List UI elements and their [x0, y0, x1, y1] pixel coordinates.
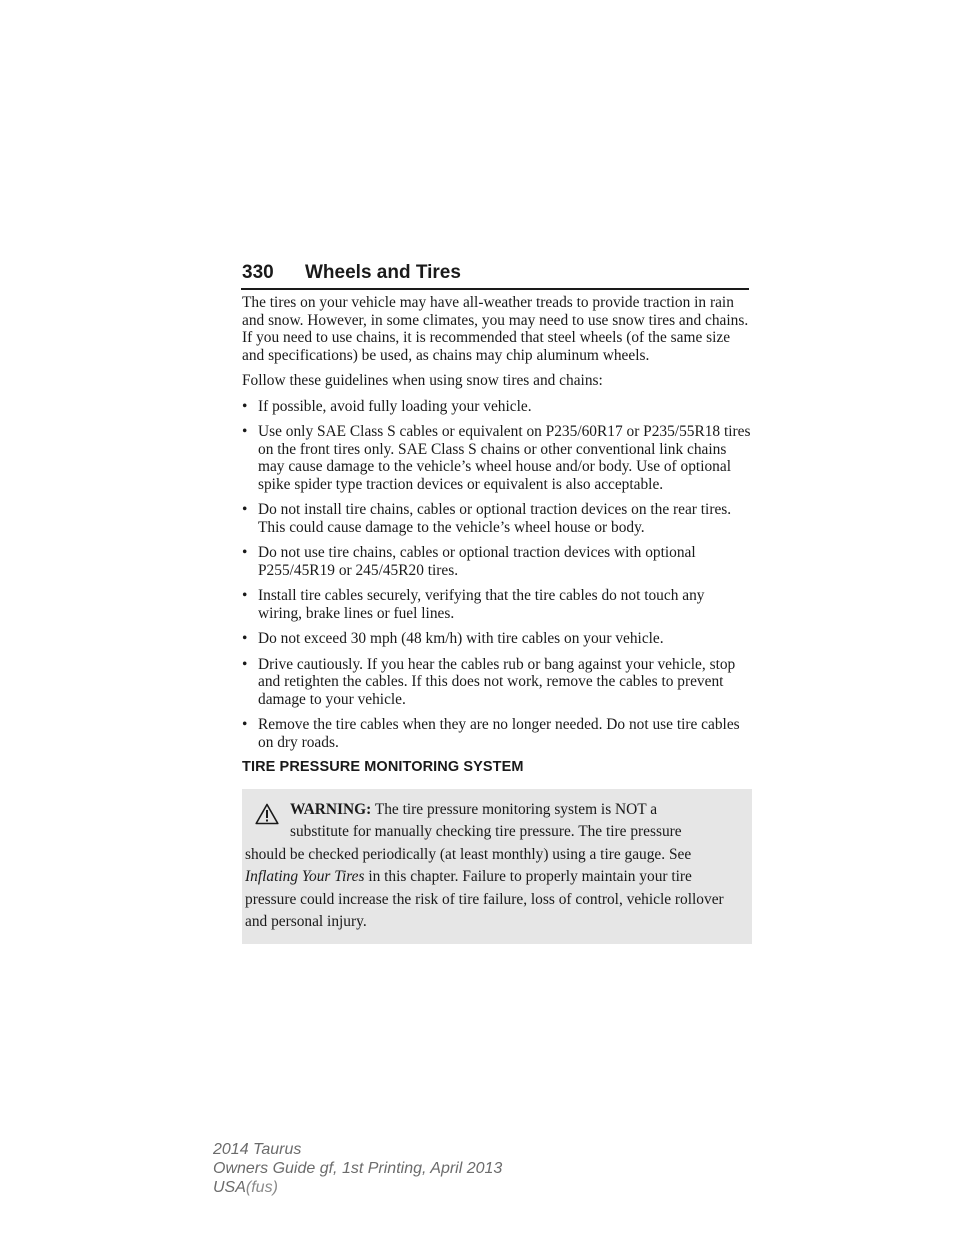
bullet-icon: •: [242, 587, 248, 604]
footer-region-name: USA: [213, 1179, 246, 1196]
warning-reference: Inflating Your Tires: [245, 868, 365, 885]
footer-model: 2014 Taurus: [213, 1141, 302, 1158]
footer-printing: Owners Guide gf, 1st Printing, April 2013: [213, 1160, 503, 1177]
list-item-text: Do not install tire chains, cables or optional traction devices on the rear tires. This could cause damage to the vehicle’s wheel house or body.: [258, 501, 732, 536]
bullet-icon: •: [242, 423, 248, 440]
list-item: [242, 587, 752, 622]
list-item: [242, 630, 752, 648]
list-item: [242, 544, 752, 579]
bullet-icon: •: [242, 544, 248, 561]
list-item: [242, 501, 752, 536]
list-item: [242, 398, 752, 416]
chapter-title: Wheels and Tires: [305, 262, 461, 283]
list-item-text: Install tire cables securely, verifying that the tire cables do not touch any wiring, brake lines or fuel lines.: [258, 587, 705, 622]
page-header: [241, 262, 749, 290]
list-item-text: Do not use tire chains, cables or optional traction devices with optional P255/45R19 or 245/45R20 tires.: [258, 544, 696, 579]
bullet-icon: •: [242, 501, 248, 518]
warning-line-3: should be checked periodically (at least monthly) using a tire gauge.: [245, 845, 666, 863]
page-body: [242, 294, 752, 944]
warning-see: See: [668, 845, 692, 863]
page-number: 330: [242, 262, 274, 283]
bullet-icon: •: [242, 630, 248, 647]
warning-line-2: substitute for manually checking tire pressure. The tire pressure: [290, 823, 682, 840]
page-footer: [213, 1140, 502, 1197]
list-item: [242, 656, 752, 709]
list-item-text: Remove the tire cables when they are no longer needed. Do not use tire cables on dry roads.: [258, 716, 740, 751]
bullet-icon: •: [242, 716, 248, 733]
warning-line-1: The tire pressure monitoring system is NOT a: [374, 800, 658, 818]
warning-lead: [245, 799, 744, 844]
guidelines-list: [242, 398, 752, 752]
warning-rest: in this chapter. Failure to properly maintain your tire pressure could increase the risk of tire failure, loss of control, vehicle rollover and personal injury.: [245, 868, 724, 930]
warning-label: WARNING:: [290, 800, 372, 818]
footer-region: [213, 1178, 502, 1197]
guidelines-intro: Follow these guidelines when using snow tires and chains:: [242, 372, 603, 389]
warning-triangle-icon: [255, 803, 279, 825]
list-item: [242, 716, 752, 751]
list-item-text: Do not exceed 30 mph (48 km/h) with tire cables on your vehicle.: [258, 630, 664, 647]
list-item: [242, 423, 752, 493]
list-item-text: Use only SAE Class S cables or equivalent on P235/60R17 or P235/55R18 tires on the front tires only. SAE Class S chains or other conventional link chains may cause damage to the vehicle’s wheel house and/or body. Use of optional spike spider type traction devices or equivalent is also acceptable.: [258, 423, 751, 493]
warning-box: [242, 789, 752, 944]
warning-body: [245, 844, 744, 934]
footer-region-code: (fus): [245, 1179, 278, 1196]
intro-paragraph: The tires on your vehicle may have all-weather treads to provide traction in rain and snow. However, in some climates, you may need to use snow tires and chains. If you need to use chains, it is recommended that steel wheels (of the same size and specifications) be used, as chains may chip aluminum wheels.: [242, 294, 749, 364]
list-item-text: Drive cautiously. If you hear the cables rub or bang against your vehicle, stop and retighten the cables. If this does not work, remove the cables to prevent damage to your vehicle.: [258, 655, 736, 708]
section-heading: TIRE PRESSURE MONITORING SYSTEM: [242, 759, 524, 775]
list-item-text: If possible, avoid fully loading your vehicle.: [258, 397, 532, 415]
bullet-icon: •: [242, 397, 248, 415]
bullet-icon: •: [242, 655, 248, 673]
